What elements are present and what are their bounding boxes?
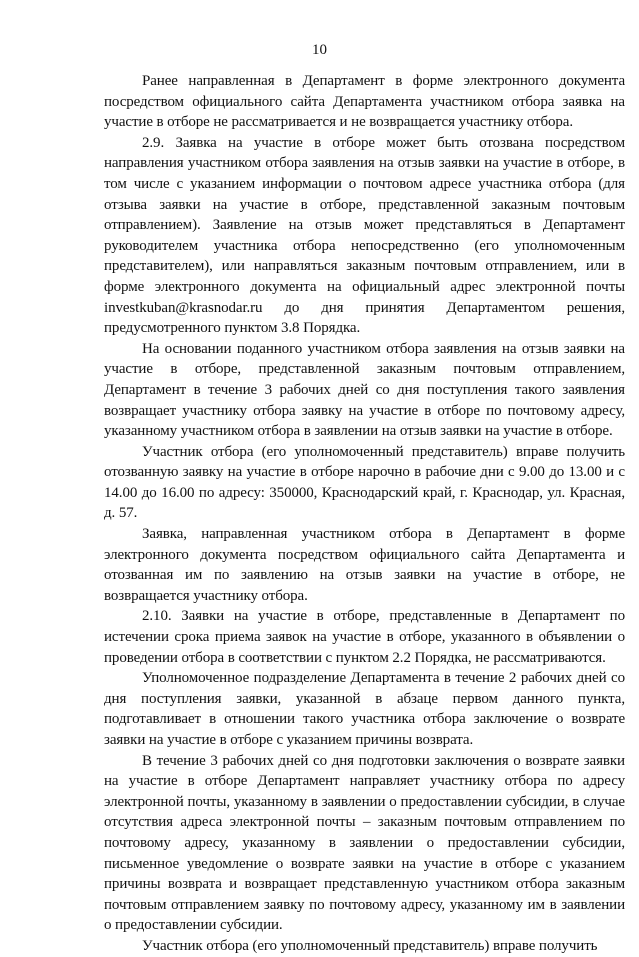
paragraph: Участник отбора (его уполномоченный представитель) вправе получить [142,937,598,954]
paragraph: На основании поданного участником отбора заявления на отзыв заявки на участие в отборе, представленной заказным почтовым отправлением, Департамент в течение 3 рабочих дней со дня поступления такого заявления возвращает участнику отбора заявку на участие в отборе по почтовому адресу, указанному участником отбора в заявлении на отзыв заявки на участие в отборе. [104,340,625,440]
paragraph: Ранее направленная в Департамент в форме электронного документа посредством официального сайта Департамента участником отбора заявка на участие в отборе не рассматривается и не возвращается участнику отбора. [104,73,625,131]
document-body [104,71,625,957]
paragraph: 2.10. Заявки на участие в отборе, представленные в Департамент по истечении срока приема заявок на участие в отборе, указанного в объявлении о проведении отбора в соответствии с пунктом 2.2 Порядка, не рассматриваются. [104,608,625,666]
paragraph: Уполномоченное подразделение Департамента в течение 2 рабочих дней со дня поступления заявки, указанной в абзаце первом данного пункта, подготавливает в отношении такого участника отбора заключение о возврате заявки на участие в отборе с указанием причины возврата. [104,670,625,748]
paragraph: В течение 3 рабочих дней со дня подготовки заключения о возврате заявки на участие в отборе Департамент направляет участнику отбора по адресу электронной почты, указанному в заявлении о предоставлении субсидии, в случае отсутствия адреса электронной почты – заказным почтовым отправлением по почтовому адресу, указанному в заявлении о предоставлении субсидии, письменное уведомление о возврате заявки на участие в отборе с указанием причины возврата и возвращает представленную участником отбора заказным почтовым отправлением заявку по почтовому адресу, указанному им в заявлении о предоставлении субсидии. [104,752,625,934]
paragraph: Участник отбора (его уполномоченный представитель) вправе получить отозванную заявку на участие в отборе нарочно в рабочие дни с 9.00 до 13.00 и с 14.00 до 16.00 по адресу: 350000, Краснодарский край, г. Краснодар, ул. Красная, д. 57. [104,443,625,522]
paragraph: 2.9. Заявка на участие в отборе может быть отозвана посредством направления участником отбора заявления на отзыв заявки на участие в отборе, в том числе с указанием информации о почтовом адресе участника отбора (для отзыва заявки на участие в отборе, представленной заказным почтовым отправлением). Заявление на отзыв может представляться в Департамент руководителем участника отбора непосредственно (его уполномоченным представителем), или направляться заказным почтовым отправлением, или в форме электронного документа на официальный адрес электронной почты investkuban@krasnodar.ru до дня принятия Департаментом решения, предусмотренного пунктом 3.8 Порядка. [104,134,625,337]
paragraph: Заявка, направленная участником отбора в Департамент в форме электронного документа посредством официального сайта Департамента и отозванная им по заявлению на отзыв заявки на участие в отборе, не возвращается участнику отбора. [104,526,625,604]
page-number: 10 [312,42,327,58]
